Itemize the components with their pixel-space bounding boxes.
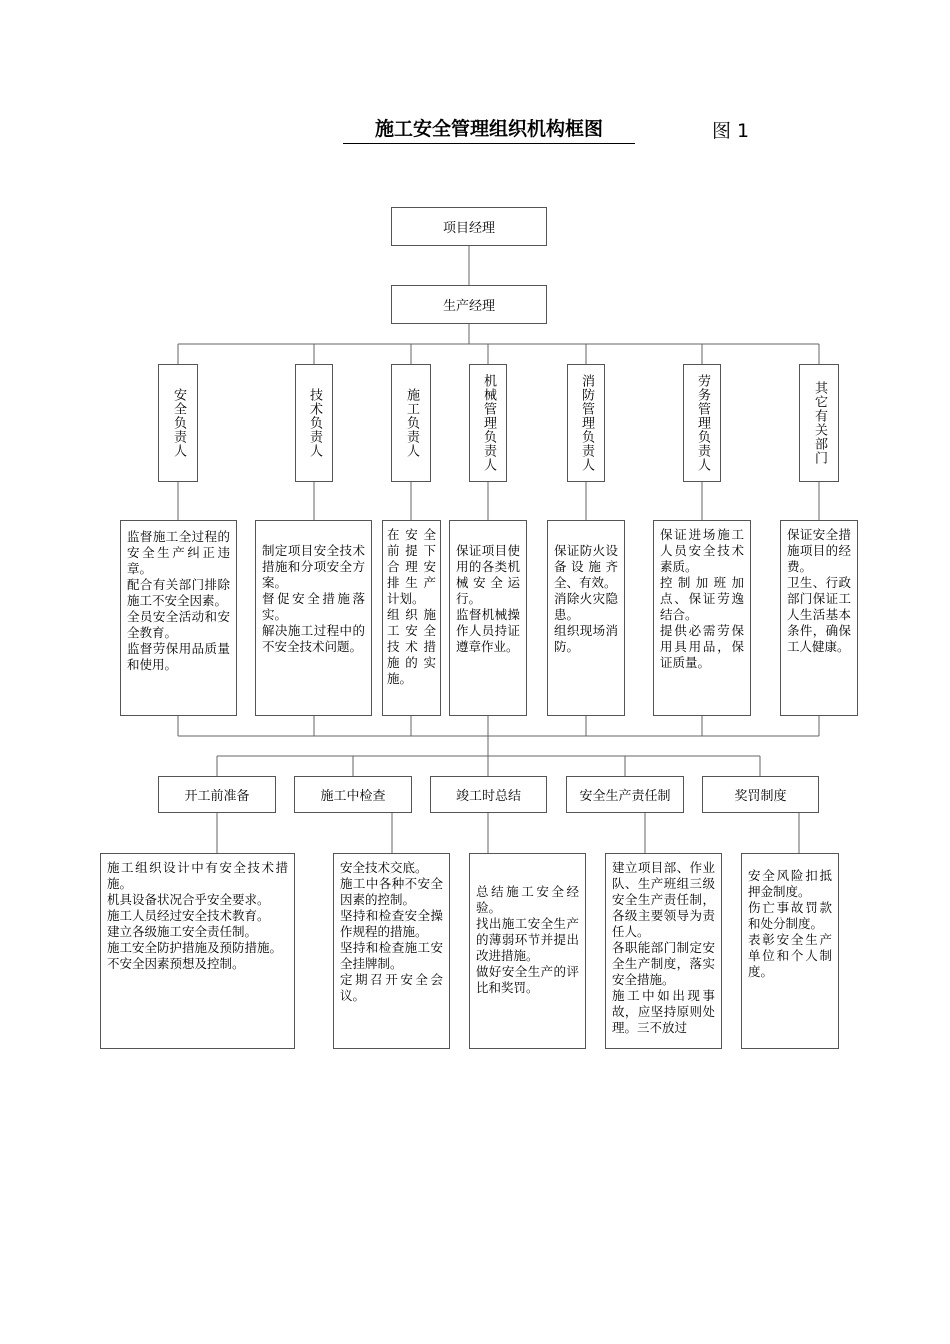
role-label: 施工负责人 (404, 388, 419, 458)
duty-line: 控制加班加点、保证劳逸结合。 (660, 575, 744, 622)
duty-line: 卫生、行政部门保证工人生活基本条件，确保工人健康。 (787, 575, 851, 654)
figure-label: 图 1 (712, 120, 750, 142)
role-label: 技术负责人 (307, 388, 322, 458)
detail-line: 机具设备状况合乎安全要求。 (107, 892, 270, 907)
system-box-responsibility: 安全生产责任制 (566, 776, 684, 813)
system-box-inspection: 施工中检查 (294, 776, 412, 813)
system-box-reward-penalty: 奖罚制度 (702, 776, 819, 813)
duty-line: 组织施工安全技术措施的实施。 (387, 607, 436, 686)
detail-line: 不安全因素预想及控制。 (107, 956, 245, 971)
duty-line: 监督机械操作人员持证遵章作业。 (456, 607, 520, 654)
detail-box-responsibility (605, 853, 722, 1049)
detail-line: 定期召开安全会议。 (340, 972, 443, 1003)
duty-line: 解决施工过程中的不安全技术问题。 (262, 623, 365, 654)
duty-box-safety (120, 520, 237, 716)
detail-box-preparation (100, 853, 295, 1049)
duty-box-machinery (449, 520, 527, 716)
role-label: 安全负责人 (171, 388, 186, 458)
detail-line: 找出施工安全生产的薄弱环节并提出改进措施。 (476, 916, 579, 963)
system-box-preparation: 开工前准备 (158, 776, 276, 813)
detail-box-reward-penalty (741, 853, 839, 1049)
detail-line: 各职能部门制定安全生产制度，落实安全措施。 (612, 940, 715, 987)
detail-line: 总结施工安全经验。 (476, 884, 579, 915)
detail-line: 施工人员经过安全技术教育。 (107, 908, 270, 923)
duty-line: 配合有关部门排除施工不安全因素。 (127, 577, 230, 608)
role-label: 机械管理负责人 (481, 374, 496, 472)
detail-line: 安全风险扣抵押金制度。 (748, 868, 832, 899)
role-label: 其它有关部门 (812, 381, 827, 465)
detail-line: 建立项目部、作业队、生产班组三级安全生产责任制，各级主要领导为责任人。 (612, 860, 715, 939)
duty-line: 制定项目安全技术措施和分项安全方案。 (262, 543, 365, 590)
role-label: 劳务管理负责人 (695, 374, 710, 472)
detail-box-summary (469, 853, 586, 1049)
detail-line: 施工安全防护措施及预防措施。 (107, 940, 283, 955)
duty-line: 全员安全活动和安全教育。 (127, 609, 230, 640)
duty-line: 在安全前提下合理安排生产计划。 (387, 527, 436, 606)
duty-box-fire (547, 520, 625, 716)
duty-box-other (780, 520, 858, 716)
role-box-labor (683, 364, 721, 482)
detail-line: 表彰安全生产单位和个人制度。 (748, 932, 832, 979)
project-manager-box: 项目经理 (391, 207, 547, 246)
role-box-fire (567, 364, 605, 482)
detail-line: 施工中如出现事故，应坚持原则处理。三不放过 (612, 988, 715, 1035)
duty-line: 组织现场消防。 (554, 623, 618, 654)
detail-line: 施工组织设计中有安全技术措施。 (107, 860, 288, 891)
role-label: 消防管理负责人 (579, 374, 594, 472)
detail-line: 做好安全生产的评比和奖罚。 (476, 964, 579, 995)
role-box-technical (295, 364, 333, 482)
duty-line: 监督施工全过程的安全生产纠正违章。 (127, 529, 230, 576)
detail-line: 坚持和检查安全操作规程的措施。 (340, 908, 443, 939)
duty-box-construction (382, 520, 441, 716)
detail-box-inspection (333, 853, 450, 1049)
duty-line: 督促安全措施落实。 (262, 591, 365, 622)
duty-line: 监督劳保用品质量和使用。 (127, 641, 230, 672)
detail-line: 施工中各种不安全因素的控制。 (340, 876, 443, 907)
duty-line: 保证安全措施项目的经费。 (787, 527, 851, 574)
system-box-summary: 竣工时总结 (430, 776, 547, 813)
duty-box-labor (653, 520, 751, 716)
role-box-safety (158, 364, 198, 482)
duty-line: 消除火灾隐患。 (554, 591, 618, 622)
detail-line: 建立各级施工安全责任制。 (107, 924, 258, 939)
role-box-construction (391, 364, 431, 482)
duty-line: 保证防火设备设施齐全、有效。 (554, 543, 618, 590)
duty-line: 保证项目使用的各类机械安全运行。 (456, 543, 520, 606)
diagram-title: 施工安全管理组织机构框图 (343, 116, 635, 144)
production-manager-box: 生产经理 (391, 285, 547, 324)
detail-line: 伤亡事故罚款和处分制度。 (748, 900, 832, 931)
detail-line: 安全技术交底。 (340, 860, 428, 875)
role-box-machinery (469, 364, 507, 482)
duty-box-technical (255, 520, 372, 716)
detail-line: 坚持和检查施工安全挂牌制。 (340, 940, 443, 971)
duty-line: 提供必需劳保用具用品，保证质量。 (660, 623, 744, 670)
role-box-other (799, 364, 839, 482)
duty-line: 保证进场施工人员安全技术素质。 (660, 527, 744, 574)
